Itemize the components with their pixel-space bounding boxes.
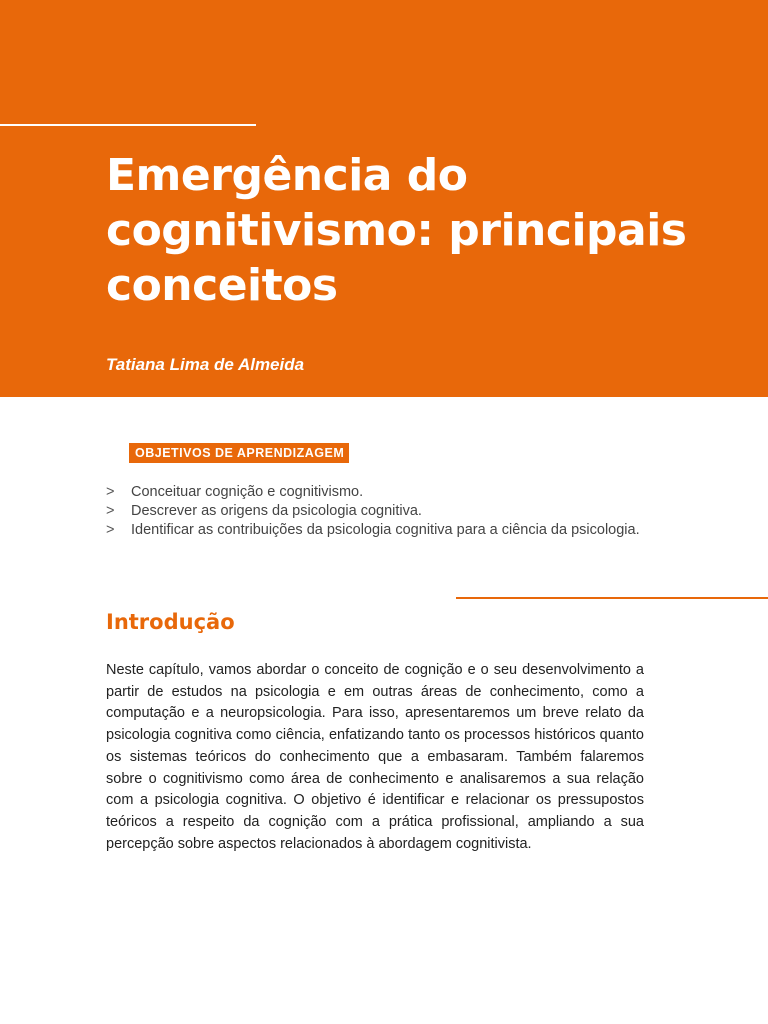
chapter-header (0, 0, 768, 397)
section-divider (456, 597, 768, 599)
author-name: Tatiana Lima de Almeida (106, 355, 305, 374)
objective-item (106, 483, 646, 502)
objective-text: Conceituar cognição e cognitivismo. (131, 484, 364, 500)
objective-text: Identificar as contribuições da psicologia cognitiva para a ciência da psicologia. (131, 522, 640, 538)
bullet-marker: > (106, 484, 115, 500)
header-divider (0, 124, 256, 126)
objective-item (106, 502, 646, 521)
objectives-list (106, 483, 646, 540)
bullet-marker: > (106, 503, 115, 519)
section-heading: Introdução (106, 610, 235, 634)
objective-text: Descrever as origens da psicologia cognitiva. (131, 503, 422, 519)
chapter-title: Emergência do cognitivismo: principais conceitos (106, 150, 687, 311)
objectives-label: OBJETIVOS DE APRENDIZAGEM (129, 443, 349, 463)
bullet-marker: > (106, 522, 115, 538)
intro-paragraph: Neste capítulo, vamos abordar o conceito de cognição e o seu desenvolvimento a partir de estudos na psicologia e em outras áreas de conhecimento, como a computação e a neuropsicologia. Para isso, apresentaremos um breve relato da psicologia cognitiva como ciência, enfatizando tanto os processos históricos quanto os sistemas teóricos do conhecimento que a embasaram. Também falaremos sobre o cognitivismo como área de conhecimento e analisaremos a sua relação com a psicologia cognitiva. O objetivo é identificar e relacionar os pressupostos teóricos a respeito da cognição com a prática profissional, ampliando a sua percepção sobre aspectos relacionados à abordagem cognitivista. (106, 662, 644, 852)
objective-item (106, 521, 646, 540)
